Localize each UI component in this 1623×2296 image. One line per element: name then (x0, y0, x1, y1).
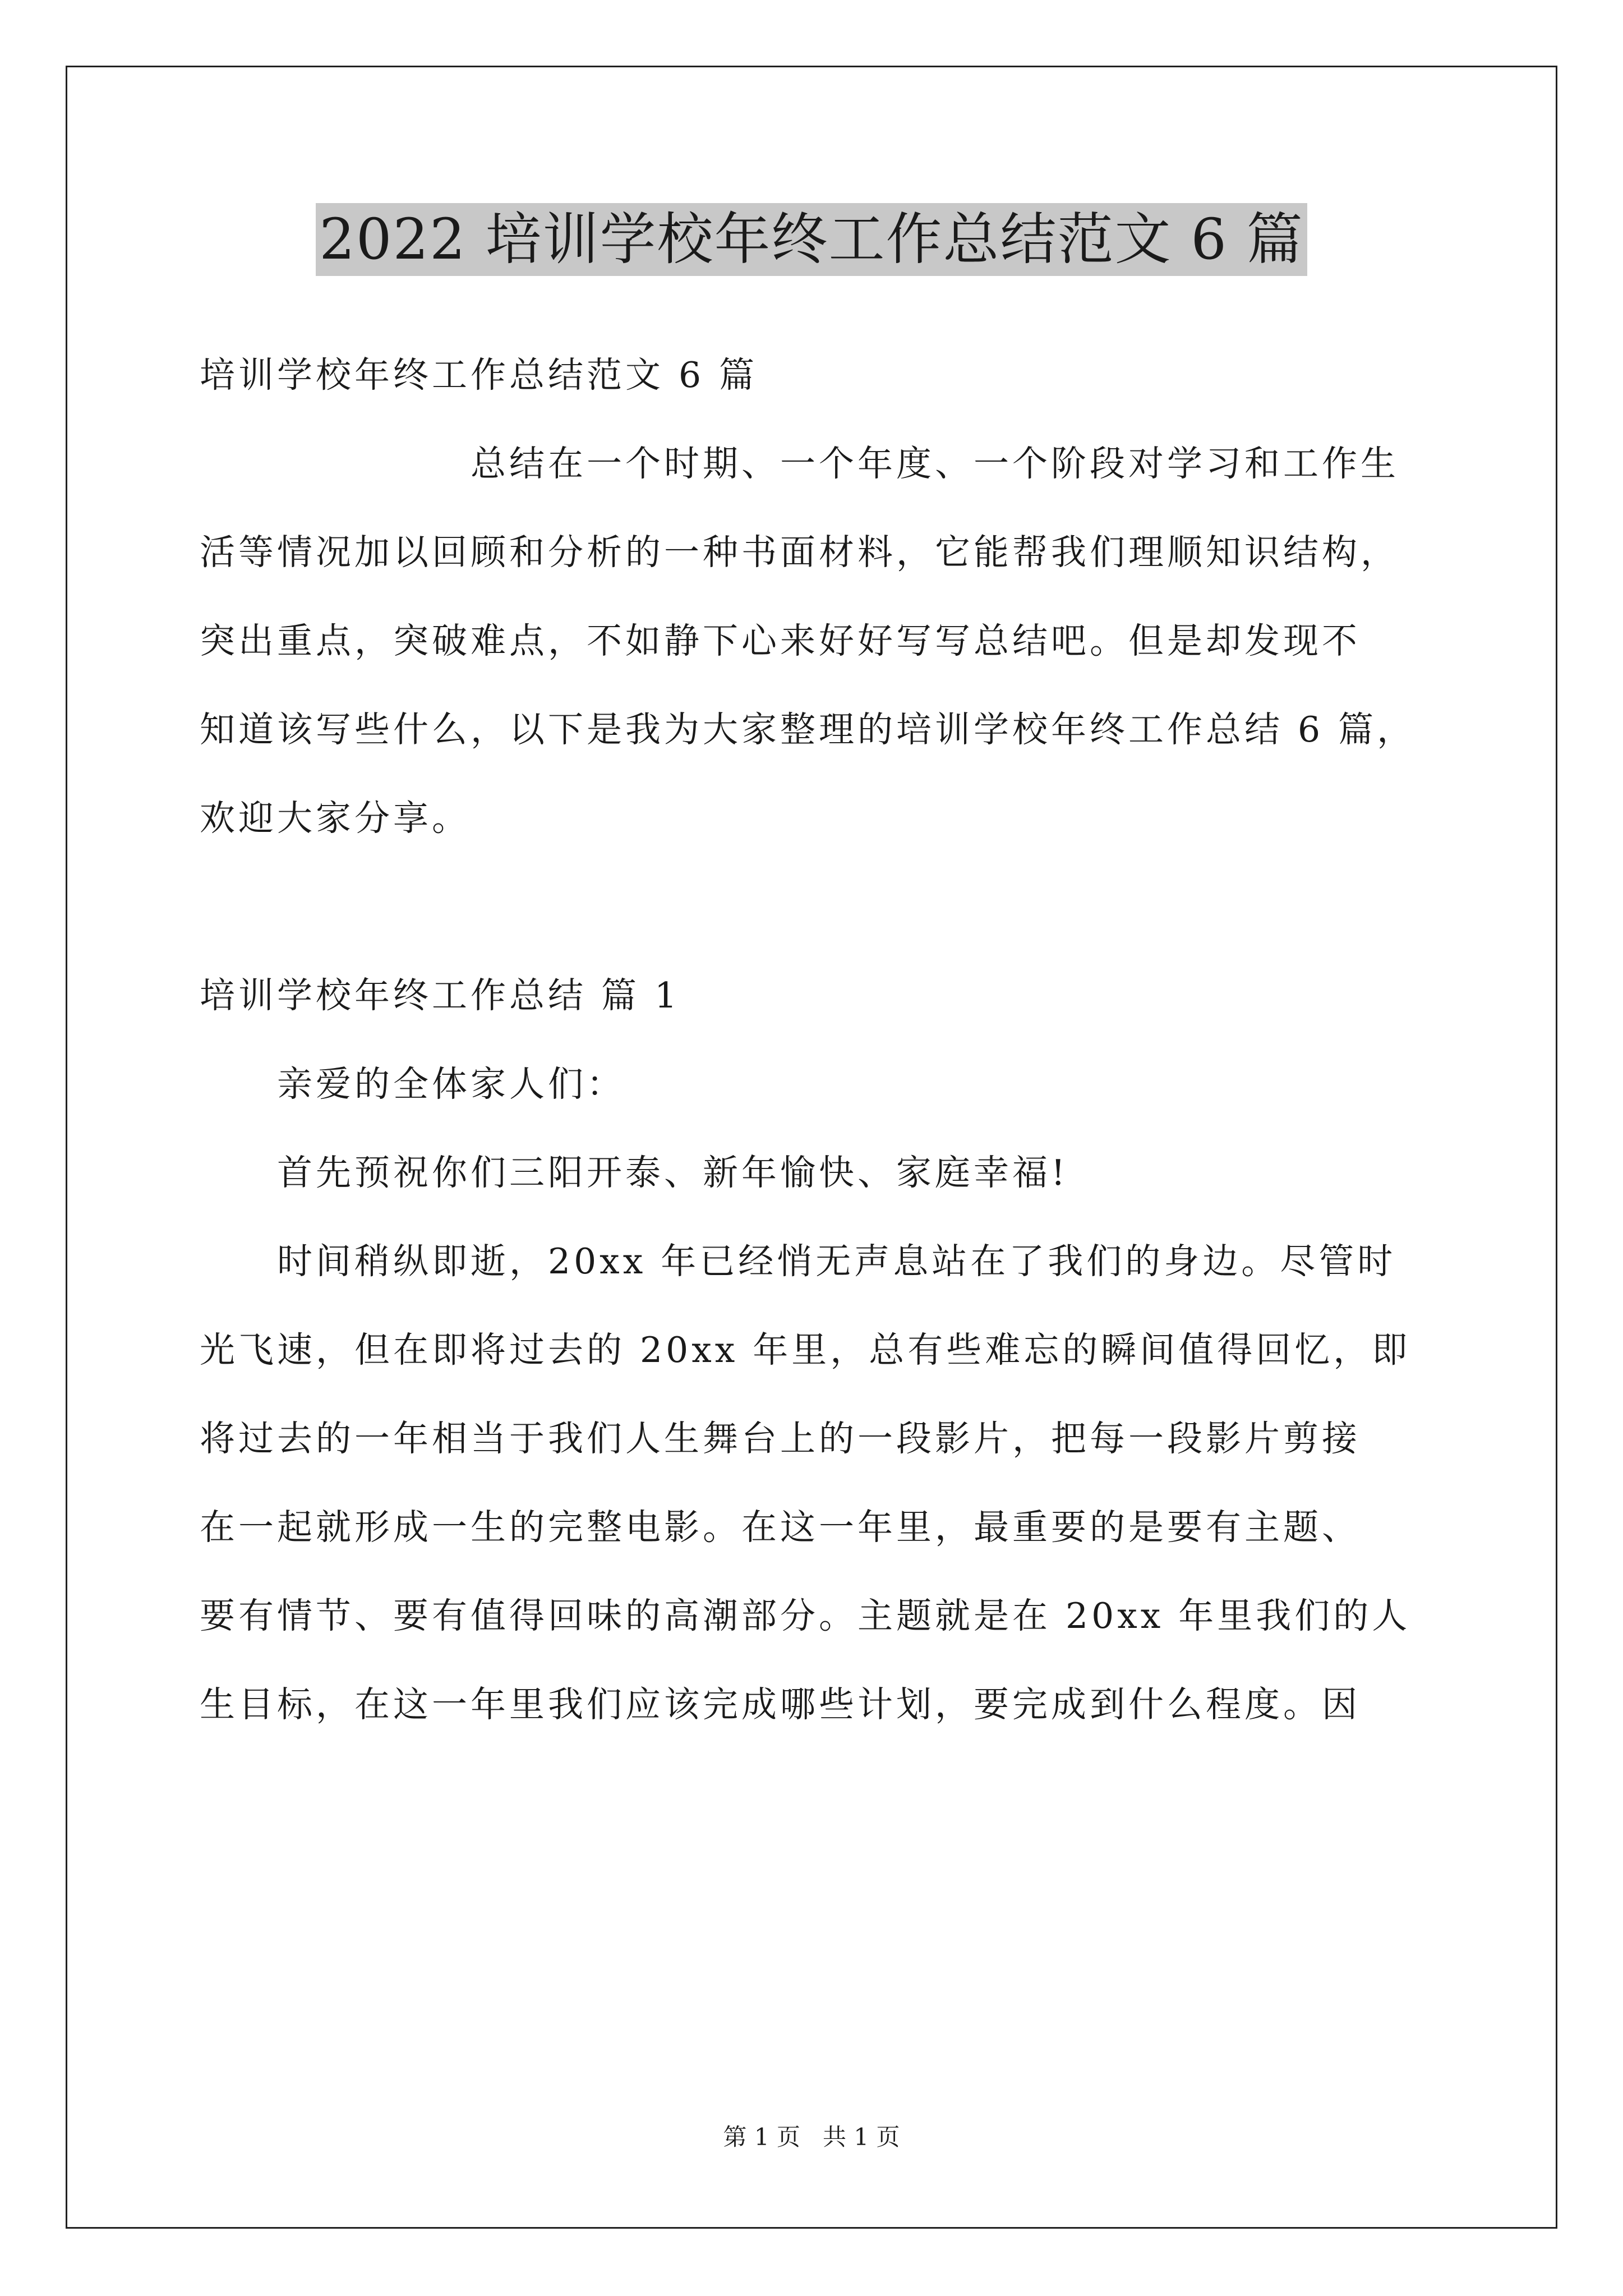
paragraph-gap (200, 863, 1467, 951)
body-line: 生目标，在这一年里我们应该完成哪些计划，要完成到什么程度。因 (200, 1684, 1361, 1725)
body-line: 在一起就形成一生的完整电影。在这一年里，最重要的是要有主题、 (200, 1507, 1361, 1548)
body-line: 时间稍纵即逝，20xx 年已经悄无声息站在了我们的身边。尽管时 (200, 1241, 1396, 1282)
body-line: 知道该写些什么，以下是我为大家整理的培训学校年终工作总结 6 篇， (200, 709, 1416, 750)
page-footer: 第 1 页 共 1 页 (723, 2123, 900, 2151)
section-heading: 培训学校年终工作总结 篇 1 (200, 975, 681, 1016)
document-title: 2022 培训学校年终工作总结范文 6 篇 (316, 203, 1307, 276)
body-line: 首先预祝你们三阳开泰、新年愉快、家庭幸福! (200, 1152, 1069, 1193)
body-line: 突出重点，突破难点，不如静下心来好好写写总结吧。但是却发现不 (200, 620, 1361, 661)
body-line: 活等情况加以回顾和分析的一种书面材料，它能帮我们理顺知识结构， (200, 532, 1399, 573)
title-container (0, 203, 1623, 276)
body-line: 将过去的一年相当于我们人生舞台上的一段影片，把每一段影片剪接 (200, 1418, 1361, 1459)
body-line: 亲爱的全体家人们： (200, 1064, 625, 1105)
body-line: 总结在一个时期、一个年度、一个阶段对学习和工作生 (200, 443, 1399, 484)
body-line: 欢迎大家分享。 (200, 798, 471, 839)
document-body (200, 331, 1467, 1749)
body-line: 要有情节、要有值得回味的高潮部分。主题就是在 20xx 年里我们的人 (200, 1595, 1411, 1636)
body-line: 培训学校年终工作总结范文 6 篇 (200, 355, 758, 395)
body-line: 光飞速，但在即将过去的 20xx 年里，总有些难忘的瞬间值得回忆，即 (200, 1329, 1411, 1370)
